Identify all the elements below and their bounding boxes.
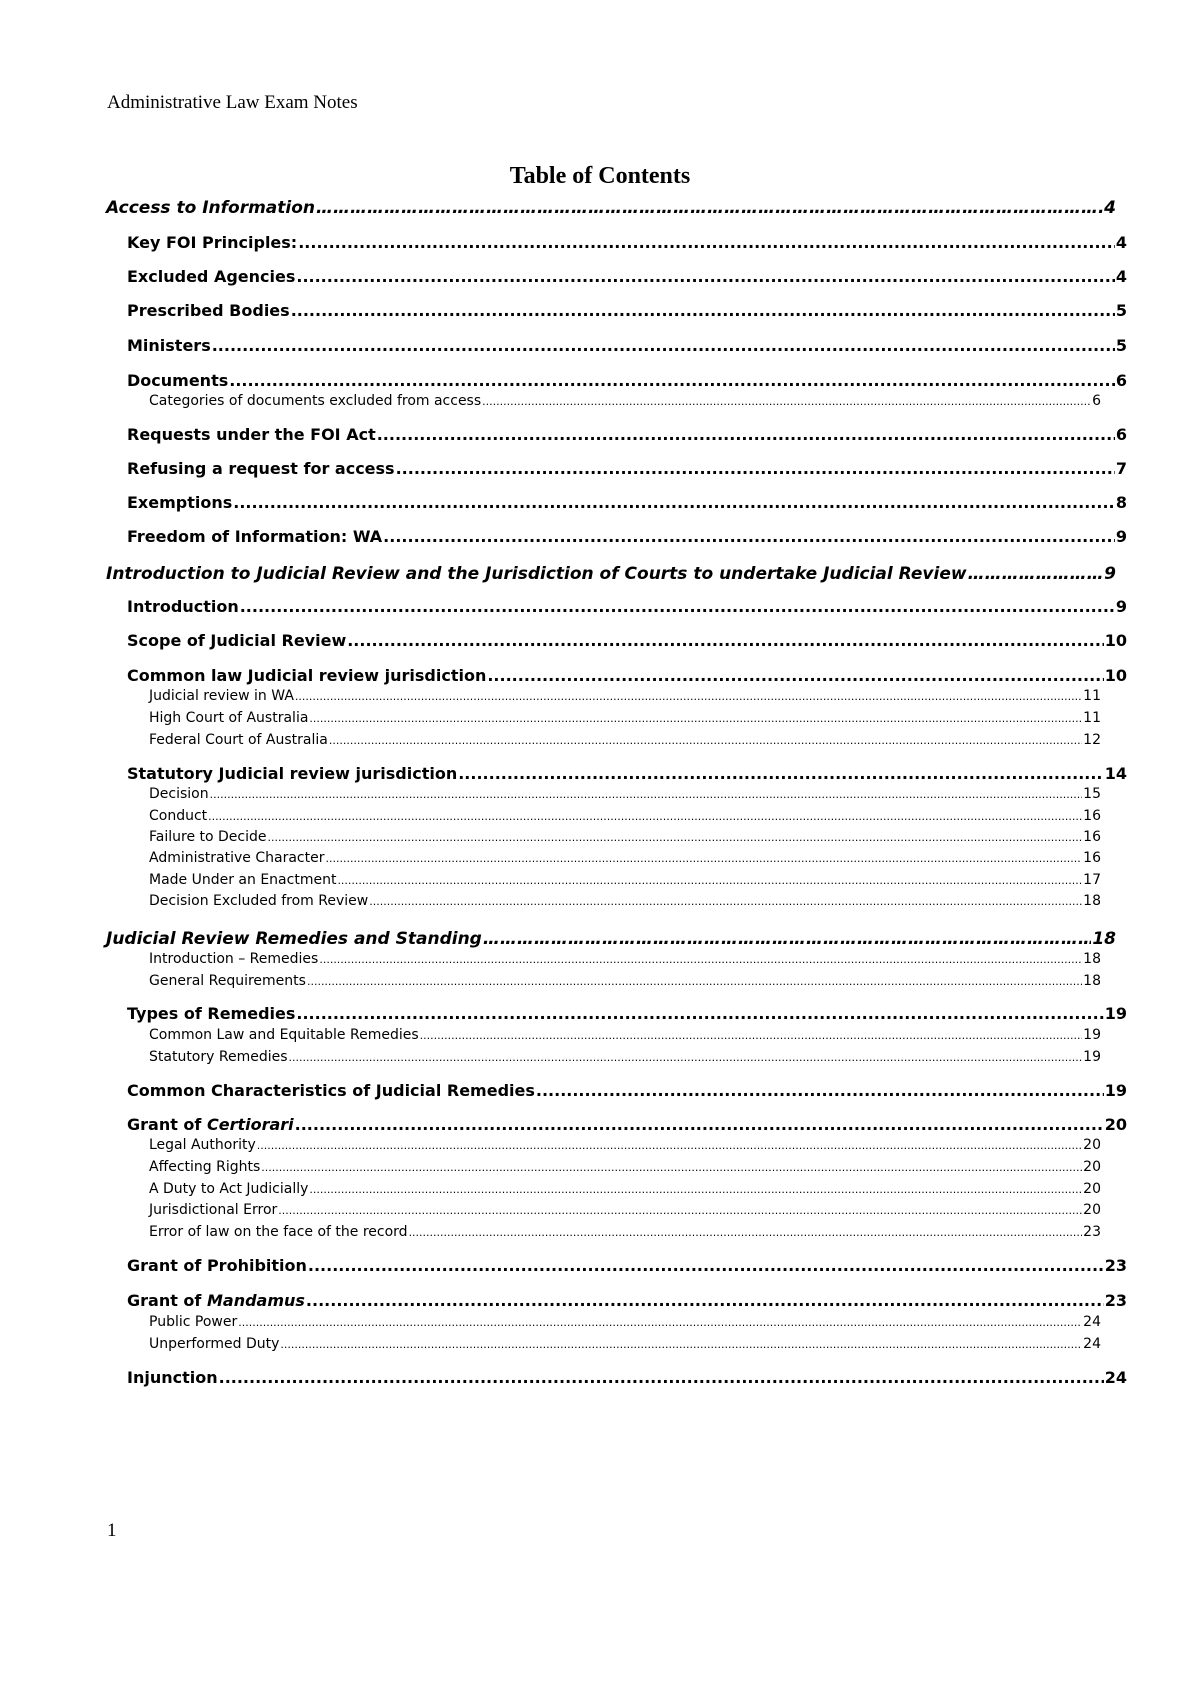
toc-entry-level-2[interactable] — [127, 425, 1127, 444]
toc-entry-title — [149, 710, 308, 726]
toc-entry-title — [149, 786, 209, 802]
toc-page-number: 4 — [1115, 267, 1127, 286]
toc-entry-level-3[interactable] — [149, 951, 1101, 967]
toc-entry-title — [127, 597, 239, 616]
toc-entry-text: Introduction – Remedies — [149, 951, 319, 967]
toc-entry-level-2[interactable] — [127, 1081, 1127, 1100]
dot-leader — [337, 874, 1082, 887]
toc-entry-title — [149, 688, 294, 704]
toc-entry-level-2[interactable] — [127, 1368, 1127, 1387]
toc-entry-title — [127, 371, 228, 390]
toc-entry-title — [127, 1004, 295, 1023]
toc-entry-title — [127, 631, 346, 650]
toc-entry-title — [149, 850, 324, 866]
toc-entry-level-3[interactable] — [149, 893, 1101, 909]
toc-entry-level-3[interactable] — [149, 973, 1101, 989]
toc-entry-text: Federal Court of Australia — [149, 732, 328, 748]
dot-leader — [268, 831, 1083, 844]
toc-entry-text: Excluded Agencies — [127, 267, 296, 286]
toc-entry-text: Categories of documents excluded from access — [149, 393, 482, 409]
toc-entry-text: Access to Information — [106, 198, 316, 218]
toc-page-number: 17 — [1083, 872, 1101, 888]
toc-entry-text: Prescribed Bodies — [127, 301, 290, 320]
dot-leader — [208, 810, 1082, 823]
toc-entry-title — [127, 267, 295, 286]
toc-page-number: 20 — [1083, 1137, 1101, 1153]
dot-leader — [369, 895, 1082, 908]
toc-page-number: 24 — [1083, 1336, 1101, 1352]
toc-entry-level-2[interactable] — [127, 336, 1127, 355]
toc-entry-text: Common Characteristics of Judicial Remedies — [127, 1081, 535, 1100]
toc-page-number: 16 — [1083, 850, 1101, 866]
dot-leader — [319, 953, 1082, 966]
toc-entry-title — [127, 425, 376, 444]
toc-entry-text: High Court of Australia — [149, 710, 309, 726]
toc-entry-text: Freedom of Information: WA — [127, 527, 383, 546]
toc-entry-level-3[interactable] — [149, 786, 1101, 802]
toc-entry-level-2[interactable] — [127, 597, 1127, 616]
toc-page-number: 5 — [1115, 336, 1127, 355]
toc-entry-title — [149, 973, 306, 989]
toc-page-number: 16 — [1083, 808, 1101, 824]
toc-page-number: 6 — [1115, 425, 1127, 444]
toc-page-number: 12 — [1083, 732, 1101, 748]
toc-entry-text: Exemptions — [127, 493, 233, 512]
dot-leader — [295, 690, 1082, 703]
toc-entry-text: Judicial Review Remedies and Standing — [106, 929, 482, 949]
toc-entry-text: Public Power — [149, 1314, 238, 1330]
toc-page-number: 9 — [1115, 597, 1127, 616]
toc-entry-title — [149, 393, 481, 409]
toc-page-number: 23 — [1104, 1291, 1127, 1310]
dot-leader — [968, 564, 1104, 584]
toc-entry-title — [106, 198, 315, 218]
toc-entry-level-3[interactable] — [149, 732, 1101, 748]
toc-page-number: 14 — [1104, 764, 1127, 783]
toc-entry-text: Conduct — [149, 808, 208, 824]
toc-page-number: 20 — [1083, 1181, 1101, 1197]
dot-leader — [295, 1115, 1104, 1134]
toc-entry-level-1[interactable] — [106, 564, 1116, 584]
dot-leader — [316, 198, 1103, 218]
toc-entry-text: Administrative Character — [149, 850, 325, 866]
toc-entry-title — [149, 1159, 260, 1175]
toc-entry-text: Introduction to Judicial Review and the Jurisdiction of Courts to undertake Judicial Review — [106, 564, 967, 584]
dot-leader — [240, 597, 1115, 616]
toc-entry-level-3[interactable] — [149, 872, 1101, 888]
dot-leader — [420, 1029, 1083, 1042]
toc-entry-title — [149, 1049, 288, 1065]
dot-leader — [308, 1256, 1104, 1275]
toc-entry-text: Unperformed Duty — [149, 1336, 280, 1352]
toc-entry-text: Requests under the FOI Act — [127, 425, 376, 444]
toc-entry-title — [149, 1137, 256, 1153]
toc-entry-level-3[interactable] — [149, 850, 1101, 866]
dot-leader — [219, 1368, 1104, 1387]
toc-entry-level-3[interactable] — [149, 1049, 1101, 1065]
toc-entry-text: Grant of — [127, 1291, 202, 1310]
dot-leader — [347, 631, 1104, 650]
toc-entry-level-2[interactable] — [127, 371, 1127, 390]
dot-leader — [261, 1161, 1082, 1174]
dot-leader — [482, 395, 1091, 408]
toc-entry-text: Scope of Judicial Review — [127, 631, 347, 650]
toc-page-number: 4 — [1115, 233, 1127, 252]
toc-page-number: 8 — [1115, 493, 1127, 512]
toc-entry-title — [149, 1181, 308, 1197]
toc-entry-text: Decision — [149, 786, 209, 802]
dot-leader — [210, 788, 1083, 801]
toc-entry-title — [149, 829, 267, 845]
toc-page-number: 9 — [1104, 564, 1116, 584]
toc-entry-level-2[interactable] — [127, 527, 1127, 546]
toc-page-number: 19 — [1104, 1004, 1127, 1023]
dot-leader — [296, 1004, 1103, 1023]
dot-leader — [298, 233, 1115, 252]
toc-entry-level-3[interactable] — [149, 1027, 1101, 1043]
dot-leader — [233, 493, 1115, 512]
dot-leader — [383, 527, 1115, 546]
toc-entry-text: Injunction — [127, 1368, 218, 1387]
toc-page-number: 20 — [1083, 1202, 1101, 1218]
toc-entry-level-2[interactable] — [127, 459, 1127, 478]
page-number: 1 — [107, 1520, 117, 1541]
toc-entry-level-2[interactable] — [127, 233, 1127, 252]
toc-entry-title — [106, 564, 967, 584]
toc-entry-level-2[interactable] — [127, 666, 1127, 685]
toc-entry-text: Introduction — [127, 597, 239, 616]
toc-page-number: 19 — [1104, 1081, 1127, 1100]
toc-entry-text: Key FOI Principles: — [127, 233, 298, 252]
toc-entry-title — [149, 1336, 279, 1352]
toc-entry-title — [106, 929, 482, 949]
toc-page-number: 20 — [1083, 1159, 1101, 1175]
toc-page-number: 19 — [1083, 1027, 1101, 1043]
dot-leader — [458, 764, 1104, 783]
toc-entry-title — [149, 1224, 408, 1240]
toc-entry-title — [127, 1368, 218, 1387]
toc-entry-level-3[interactable] — [149, 1181, 1101, 1197]
toc-entry-title — [127, 1291, 305, 1310]
toc-entry-title — [127, 666, 486, 685]
dot-leader — [212, 336, 1115, 355]
toc-page-number: 18 — [1083, 893, 1101, 909]
toc-entry-title — [127, 233, 297, 252]
dot-leader — [483, 929, 1091, 949]
toc-entry-level-3[interactable] — [149, 1159, 1101, 1175]
toc-entry-level-1[interactable] — [106, 929, 1116, 949]
toc-page-number: 9 — [1115, 527, 1127, 546]
dot-leader — [238, 1316, 1082, 1329]
toc-entry-title — [149, 1202, 277, 1218]
dot-leader — [409, 1226, 1083, 1239]
toc-entry-text: Refusing a request for access — [127, 459, 395, 478]
toc-page-number: 20 — [1104, 1115, 1127, 1134]
toc-entry-level-2[interactable] — [127, 267, 1127, 286]
toc-entry-level-1[interactable] — [106, 198, 1116, 218]
toc-entry-title — [127, 764, 457, 783]
toc-entry-text: General Requirements — [149, 973, 306, 989]
toc-page-number: 4 — [1104, 198, 1116, 218]
page-header: Administrative Law Exam Notes — [107, 92, 358, 113]
dot-leader — [257, 1139, 1082, 1152]
toc-entry-level-2[interactable] — [127, 493, 1127, 512]
toc-page-number: 18 — [1083, 973, 1101, 989]
toc-entry-level-3[interactable] — [149, 710, 1101, 726]
toc-page-number: 10 — [1104, 666, 1127, 685]
toc-page-number: 23 — [1104, 1256, 1127, 1275]
dot-leader — [487, 666, 1103, 685]
toc-page-number: 11 — [1083, 688, 1101, 704]
toc-entry-level-3[interactable] — [149, 829, 1101, 845]
toc-entry-level-2[interactable] — [127, 301, 1127, 320]
toc-entry-level-3[interactable] — [149, 1224, 1101, 1240]
dot-leader — [289, 1051, 1083, 1064]
toc-page-number: 18 — [1092, 929, 1116, 949]
toc-entry-text: Ministers — [127, 336, 211, 355]
toc-entry-level-3[interactable] — [149, 1137, 1101, 1153]
toc-entry-text: Common Law and Equitable Remedies — [149, 1027, 419, 1043]
toc-title: Table of Contents — [509, 163, 691, 189]
toc-entry-title — [149, 1314, 237, 1330]
toc-entry-level-2[interactable] — [127, 1004, 1127, 1023]
dot-leader — [306, 1291, 1104, 1310]
toc-entry-title — [149, 808, 207, 824]
toc-page-number: 24 — [1104, 1368, 1127, 1387]
dot-leader — [309, 712, 1082, 725]
toc-entry-text: Legal Authority — [149, 1137, 256, 1153]
toc-entry-text: Judicial review in WA — [149, 688, 294, 704]
dot-leader — [280, 1338, 1082, 1351]
toc-entry-level-3[interactable] — [149, 688, 1101, 704]
toc-entry-italic-text: Mandamus — [206, 1291, 305, 1310]
toc-entry-title — [127, 527, 382, 546]
dot-leader — [377, 425, 1115, 444]
toc-page-number: 5 — [1115, 301, 1127, 320]
dot-leader — [325, 852, 1082, 865]
toc-entry-level-2[interactable] — [127, 1115, 1127, 1134]
dot-leader — [536, 1081, 1104, 1100]
toc-entry-title — [127, 1256, 307, 1275]
toc-entry-text: Statutory Remedies — [149, 1049, 288, 1065]
toc-page-number: 11 — [1083, 710, 1101, 726]
toc-page-number: 6 — [1092, 393, 1101, 409]
dot-leader — [296, 267, 1115, 286]
toc-entry-text: Affecting Rights — [149, 1159, 261, 1175]
toc-entry-title — [149, 893, 368, 909]
toc-entry-level-2[interactable] — [127, 1291, 1127, 1310]
dot-leader — [329, 734, 1082, 747]
toc-entry-text: Jurisdictional Error — [149, 1202, 278, 1218]
toc-entry-title — [127, 1081, 535, 1100]
toc-entry-title — [149, 951, 318, 967]
toc-entry-text: A Duty to Act Judicially — [149, 1181, 309, 1197]
toc-entry-level-2[interactable] — [127, 764, 1127, 783]
toc-entry-text: Statutory Judicial review jurisdiction — [127, 764, 458, 783]
toc-entry-level-3[interactable] — [149, 808, 1101, 824]
toc-entry-text: Grant of Prohibition — [127, 1256, 307, 1275]
dot-leader — [309, 1183, 1082, 1196]
toc-entry-text: Documents — [127, 371, 229, 390]
toc-page-number: 19 — [1083, 1049, 1101, 1065]
toc-page-number: 24 — [1083, 1314, 1101, 1330]
dot-leader — [396, 459, 1115, 478]
toc-entry-title — [127, 459, 395, 478]
toc-page-number: 10 — [1104, 631, 1127, 650]
toc-entry-title — [127, 336, 211, 355]
toc-entry-text: Grant of — [127, 1115, 202, 1134]
toc-entry-level-3[interactable] — [149, 1314, 1101, 1330]
toc-entry-title — [127, 493, 232, 512]
toc-entry-level-2[interactable] — [127, 631, 1127, 650]
toc-entry-text: Error of law on the face of the record — [149, 1224, 408, 1240]
toc-entry-text: Common law Judicial review jurisdiction — [127, 666, 487, 685]
toc-entry-level-3[interactable] — [149, 1336, 1101, 1352]
toc-entry-italic-text: Certiorari — [206, 1115, 294, 1134]
toc-entry-level-3[interactable] — [149, 393, 1101, 409]
toc-entry-text: Made Under an Enactment — [149, 872, 337, 888]
toc-entry-text: Failure to Decide — [149, 829, 267, 845]
toc-entry-title — [149, 872, 336, 888]
dot-leader — [307, 975, 1082, 988]
toc-page-number: 6 — [1115, 371, 1127, 390]
toc-entry-title — [149, 1027, 419, 1043]
dot-leader — [291, 301, 1115, 320]
toc-entry-title — [127, 301, 290, 320]
toc-page-number: 18 — [1083, 951, 1101, 967]
toc-entry-level-2[interactable] — [127, 1256, 1127, 1275]
toc-entry-text: Types of Remedies — [127, 1004, 296, 1023]
toc-entry-title — [149, 732, 328, 748]
dot-leader — [229, 371, 1115, 390]
toc-entry-title — [127, 1115, 294, 1134]
dot-leader — [278, 1204, 1082, 1217]
toc-page-number: 16 — [1083, 829, 1101, 845]
toc-entry-text: Decision Excluded from Review — [149, 893, 369, 909]
toc-page-number: 7 — [1115, 459, 1127, 478]
toc-page-number: 15 — [1083, 786, 1101, 802]
toc-entry-level-3[interactable] — [149, 1202, 1101, 1218]
toc-page-number: 23 — [1083, 1224, 1101, 1240]
